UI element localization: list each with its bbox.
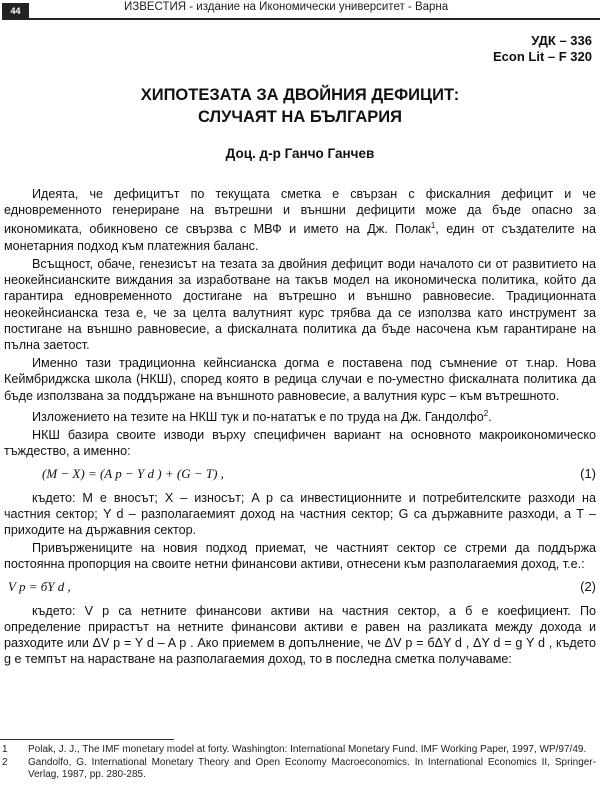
page-header: [0, 0, 600, 26]
footnote-ref-2[interactable]: 2: [483, 408, 489, 418]
footnote-mark: 1: [2, 744, 8, 755]
footnote-text: Gandolfo, G. International Monetary Theory and Open Economy Macroeconomics. In International Economics II, Springer-Verlag, 1987, pp. 280-285.: [28, 756, 596, 780]
footnote-mark: 2: [2, 756, 8, 768]
econlit-code: Econ Lit – F 320: [493, 49, 592, 64]
equation-2-expression: V p = бY d ,: [8, 578, 71, 594]
paragraph-5: НКШ базира своите изводи върху специфичен вариант на основното макроикономическо тъждество, а именно:: [4, 428, 596, 459]
equation-2: [4, 577, 596, 599]
paragraph-7: Привържениците на новия подход приемат, че частният сектор се стреми да поддържа постоянна пропорция на своите нетни финансови активи, отнесени към разполагаемия доход, т.е.:: [4, 541, 596, 572]
title-line-2: СЛУЧАЯТ НА БЪЛГАРИЯ: [198, 108, 402, 126]
classification-codes: [493, 33, 592, 65]
paragraph-4: Изложението на тезите на НКШ тук и по-нататък е по труда на Дж. Гандолфо$^2$.: [32, 408, 492, 425]
paragraph-8: където: V p са нетните финансови активи на частния сектор, а б е коефициент. По определение прирастът на нетните финансови активи е равен на разликата между дохода и разходите или ΔV p = Y d – A p . Ако приемем в допълнение, че ΔV p = бΔY d , ΔY d = g Y d , където g е темпът на нарастване на разполагаемия доход, то в последна сметка получаваме:: [4, 603, 596, 667]
equation-1-expression: (M − X) = (A p − Y d ) + (G − T) ,: [42, 465, 224, 481]
footnote-1: [0, 744, 596, 757]
paragraph-3: Именно тази традиционна кейнсианска догма е поставена под съмнение от т.нар. Нова Кеймбриджска школа (НКШ), според която в редица случаи е по-уместно фискалната политика да бъде използвана за поддържане на външното равновесие, а валутния курс – към вътрешното.: [4, 356, 596, 403]
article-title: [0, 84, 600, 128]
author: Доц. д-р Ганчо Ганчев: [225, 146, 375, 161]
title-line-1: ХИПОТЕЗАТА ЗА ДВОЙНИЯ ДЕФИЦИТ:: [140, 86, 460, 104]
equation-2-number: (2): [580, 578, 596, 594]
running-head: ИЗВЕСТИЯ - издание на Икономически университет - Варна: [124, 1, 449, 13]
paragraph-6: където: M е вносът; X – износът; A p са инвестиционните и потребителските разходи на частния сектор; Y d – разполагаемият доход на частния сектор; G са държавните разходи, а T – приходите на държавния сектор.: [4, 490, 596, 538]
footnote-2: [0, 757, 596, 782]
paragraph-1: Идеята, че дефицитът по текущата сметка е свързан с фискалния дефицит и че едновременното генериране на вътрешни и външни дефицити може да бъде опасно за икономиката, обикновено се свързва с МВФ и името на Дж. Полак$^1$, един от създателите на монетарния подход към платежния баланс.: [4, 187, 596, 253]
footnotes: [0, 744, 596, 782]
footnote-text: Polak, J. J., The IMF monetary model at forty. Washington: International Monetary Fund. IMF Working Paper, 1997, WP/97/49.: [28, 744, 587, 755]
equation-1: [4, 464, 596, 486]
page-number: 44: [2, 3, 29, 20]
header-rule: [29, 18, 600, 20]
article-body: [4, 186, 596, 669]
footnote-ref-1[interactable]: 1: [430, 221, 436, 231]
equation-1-number: (1): [580, 465, 596, 481]
udc-code: УДК – 336: [531, 33, 592, 48]
paragraph-2: Всъщност, обаче, генезисът на тезата за двойния дефицит води началото си от развитието на неокейнсианските виждания за изработване на такъв модел на икономическа политика, който да гарантира едновременното достигане на вътрешно и външно равновесие. Традиционната неокейнсианска теза е, че за целта валутният курс трябва да се използва като инструмент за постигане на външно равновесие, а фискалната политика да бъде насочена към гарантиране на пълна заетост.: [4, 257, 596, 353]
footnote-rule: [0, 739, 174, 740]
